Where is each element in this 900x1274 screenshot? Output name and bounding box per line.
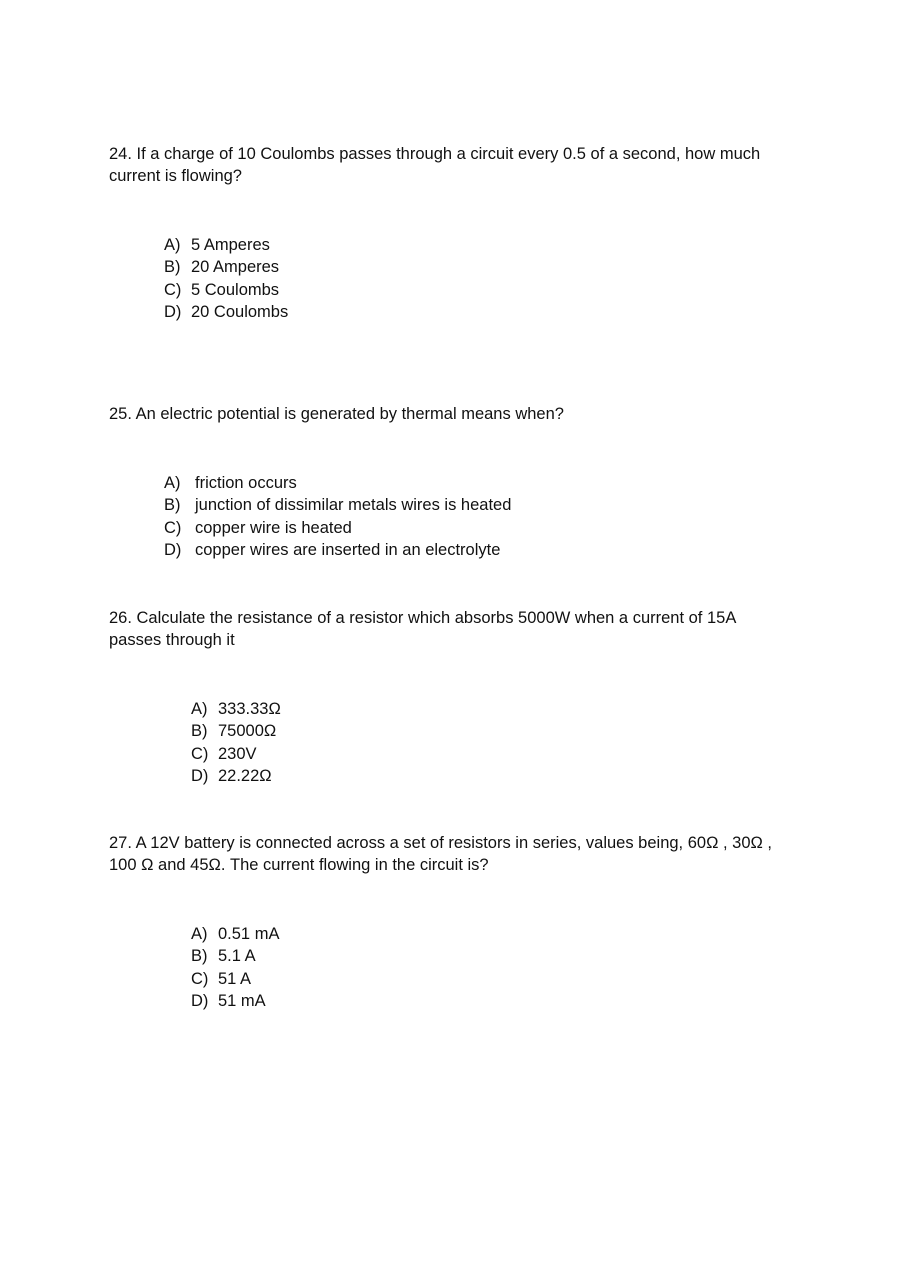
option-27-b bbox=[191, 945, 279, 967]
question-27-options bbox=[191, 923, 279, 1012]
option-text: 5 Coulombs bbox=[191, 280, 280, 299]
question-27 bbox=[109, 832, 789, 1010]
option-26-c bbox=[191, 743, 281, 765]
option-letter: D) bbox=[164, 540, 182, 559]
question-26 bbox=[109, 607, 789, 785]
option-letter: A) bbox=[191, 700, 208, 718]
option-25-d bbox=[164, 539, 511, 561]
option-letter: C) bbox=[164, 518, 182, 537]
question-24 bbox=[109, 143, 789, 321]
option-24-a bbox=[164, 234, 288, 256]
option-24-c bbox=[164, 279, 288, 301]
option-27-d bbox=[191, 990, 279, 1012]
question-26-text: 26. Calculate the resistance of a resistor which absorbs 5000W when a current of 15A passes through it bbox=[109, 609, 736, 650]
option-26-a bbox=[191, 698, 281, 720]
option-27-a bbox=[191, 923, 279, 945]
question-24-text: 24. If a charge of 10 Coulombs passes through a circuit every 0.5 of a second, how much current is flowing? bbox=[109, 145, 761, 186]
option-letter: A) bbox=[191, 925, 208, 943]
option-25-c bbox=[164, 517, 511, 539]
option-text: copper wire is heated bbox=[195, 518, 352, 537]
option-letter: B) bbox=[191, 722, 208, 741]
question-25-text: 25. An electric potential is generated by thermal means when? bbox=[109, 405, 564, 423]
option-letter: A) bbox=[164, 474, 181, 492]
option-letter: C) bbox=[164, 280, 182, 299]
option-text: 22.22Ω bbox=[218, 766, 272, 785]
option-25-b bbox=[164, 494, 511, 516]
option-text: 333.33Ω bbox=[218, 700, 281, 718]
option-text: 51 mA bbox=[218, 991, 266, 1010]
option-26-b bbox=[191, 720, 281, 742]
question-27-text: 27. A 12V battery is connected across a set of resistors in series, values being, 60Ω , 30Ω , 100 Ω and 45Ω. The current flowing in the circuit is? bbox=[109, 834, 773, 875]
option-text: 5 Amperes bbox=[191, 236, 270, 254]
option-24-d bbox=[164, 301, 288, 323]
option-text: 51 A bbox=[218, 969, 252, 988]
option-letter: B) bbox=[191, 947, 208, 966]
option-letter: A) bbox=[164, 236, 181, 254]
option-text: friction occurs bbox=[195, 474, 297, 492]
option-letter: B) bbox=[164, 496, 181, 515]
question-25-options bbox=[164, 472, 511, 561]
question-25 bbox=[109, 403, 789, 559]
option-letter: B) bbox=[164, 258, 181, 277]
option-letter: D) bbox=[191, 991, 209, 1010]
option-letter: C) bbox=[191, 744, 209, 763]
option-letter: C) bbox=[191, 969, 209, 988]
option-text: junction of dissimilar metals wires is heated bbox=[195, 496, 512, 515]
option-text: 75000Ω bbox=[218, 722, 277, 741]
option-text: copper wires are inserted in an electrolyte bbox=[195, 540, 501, 559]
option-24-b bbox=[164, 256, 288, 278]
question-26-options bbox=[191, 698, 281, 787]
option-letter: D) bbox=[164, 302, 182, 321]
option-text: 20 Coulombs bbox=[191, 302, 289, 321]
option-27-c bbox=[191, 968, 279, 990]
question-24-options bbox=[164, 234, 288, 323]
option-text: 0.51 mA bbox=[218, 925, 280, 943]
option-26-d bbox=[191, 765, 281, 787]
option-text: 5.1 A bbox=[218, 947, 256, 966]
option-text: 230V bbox=[218, 744, 257, 763]
option-letter: D) bbox=[191, 766, 209, 785]
option-text: 20 Amperes bbox=[191, 258, 280, 277]
option-25-a bbox=[164, 472, 511, 494]
